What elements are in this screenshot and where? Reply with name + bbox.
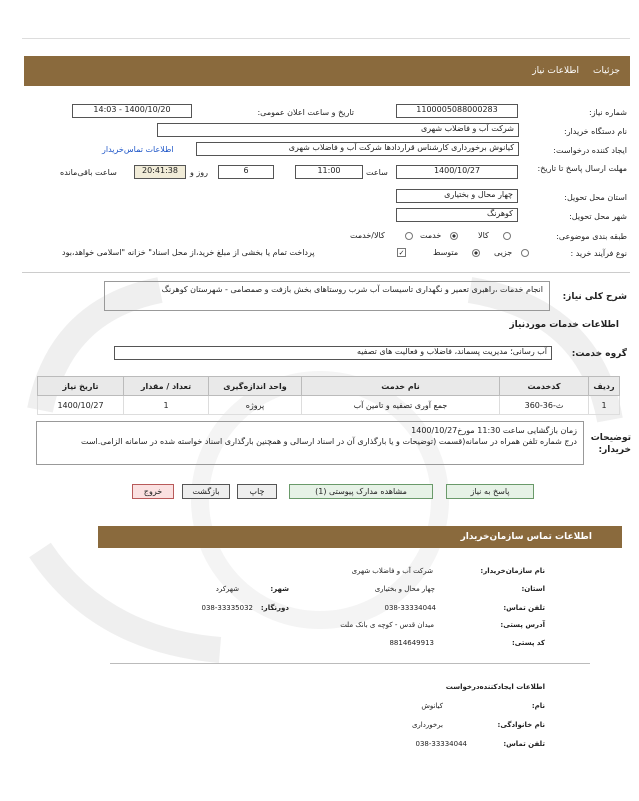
need-number-label: شماره نیاز: [589, 108, 627, 117]
col-row: ردیف [589, 377, 620, 396]
announce-field: 1400/10/20 - 14:03 [72, 104, 192, 118]
col-code: کدخدمت [500, 377, 589, 396]
buyer-notes-label: توضیحات خریدار: [590, 433, 631, 455]
cell-unit: پروژه [209, 396, 302, 415]
city-field: کوهرنگ [396, 208, 518, 222]
days-label: روز و [190, 168, 208, 177]
col-date: تاریخ نیاز [38, 377, 124, 396]
city-label: شهر محل تحویل: [569, 212, 627, 221]
cell-code: ث-36-360 [500, 396, 589, 415]
contact-fax-value: 038-33335032 [201, 604, 253, 612]
tab-details[interactable]: جزئیات [593, 66, 620, 76]
contact-city-value: شهرکرد [215, 585, 239, 593]
category-service-radio[interactable] [450, 232, 458, 240]
remaining-label: ساعت باقی‌مانده [60, 168, 117, 177]
contact-fax-label: دورنگار: [260, 604, 289, 612]
creator-family-label: نام خانوادگی: [497, 721, 545, 729]
deadline-label: مهلت ارسال پاسخ تا تاریخ: [537, 164, 627, 173]
cell-qty: 1 [124, 396, 209, 415]
deadline-date-field: 1400/10/27 [396, 165, 518, 179]
contact-org-value: شرکت آب و فاضلاب شهری [351, 567, 433, 575]
category-goods-service-label: کالا/خدمت [350, 231, 385, 240]
creator-phone-value: 038-33334044 [415, 740, 467, 748]
reply-button[interactable]: پاسخ به نیاز [446, 484, 534, 499]
contact-phone-value: 038-33334044 [384, 604, 436, 612]
contact-city-label: شهر: [270, 585, 289, 593]
contact-address-value: میدان قدس - کوچه ی بانک ملت [340, 621, 434, 629]
treasury-checkbox[interactable]: ✓ [398, 249, 405, 257]
group-label: گروه خدمت: [571, 349, 627, 359]
category-service-label: خدمت [420, 231, 442, 240]
contact-province-value: چهار محال و بختیاری [374, 585, 435, 593]
deadline-time-label: ساعت [366, 168, 388, 177]
province-label: استان محل تحویل: [564, 193, 627, 202]
buyer-contact-link[interactable]: اطلاعات تماس‌خریدار [102, 145, 174, 154]
contact-header: اطلاعات تماس سازمان‌خریدار [98, 526, 622, 548]
cell-date: 1400/10/27 [38, 396, 124, 415]
contact-phone-label: تلفن تماس: [503, 604, 545, 612]
province-field: چهار محال و بختیاری [396, 189, 518, 203]
days-field: 6 [218, 165, 274, 179]
top-divider [22, 38, 630, 39]
buyer-notes-line2: درج شماره تلفن همراه در سامانه(قسمت (توضیحات و یا بارگذاری آن در اسناد ارسالی و همچنین بارگذاری اسناد خواسته شده در سامانه الزامی.است [80, 437, 577, 446]
contact-postal-label: کد پستی: [511, 639, 545, 647]
exit-button[interactable]: خروج [132, 484, 174, 499]
buyer-label: نام دستگاه خریدار: [564, 127, 627, 136]
creator-name-value: کیانوش [421, 702, 443, 710]
col-unit: واحد اندازه‌گیری [209, 377, 302, 396]
purchase-medium-label: متوسط [433, 248, 459, 257]
group-field: آب رسانی؛ مدیریت پسماند، فاضلاب و فعالیت های تصفیه [114, 346, 552, 360]
announce-label: تاریخ و ساعت اعلان عمومی: [257, 108, 354, 117]
buyer-notes-box [36, 421, 584, 465]
purchase-minor-radio[interactable] [521, 249, 529, 257]
page-header [24, 56, 630, 86]
purchase-minor-label: جزیی [494, 248, 513, 257]
purchase-medium-radio[interactable] [472, 249, 480, 257]
contact-province-label: استان: [521, 585, 545, 593]
back-button[interactable]: بازگشت [182, 484, 230, 499]
general-description: انجام خدمات ،راهبری تعمیر و نگهداری تاسیسات آب شرب روستاهای بخش بازفت و صمصامی - شهرستان کوهرنگ [104, 281, 550, 311]
creator-family-value: برخورداری [411, 721, 443, 729]
print-button[interactable]: چاپ [237, 484, 277, 499]
creator-name-label: نام: [531, 702, 545, 710]
col-qty: تعداد / مقدار [124, 377, 209, 396]
category-goods-radio[interactable] [503, 232, 511, 240]
deadline-time-field: 11:00 [295, 165, 363, 179]
creator-field: کیانوش برخورداری کارشناس قراردادها شرکت آب و فاضلاب شهری [196, 142, 519, 156]
purchase-label: نوع فرآیند خرید : [570, 249, 627, 258]
general-title: شرح کلی نیاز: [562, 292, 627, 302]
services-table [37, 376, 620, 415]
tab-need-info[interactable]: اطلاعات نیاز [532, 66, 580, 76]
cell-row: 1 [589, 396, 620, 415]
col-name: نام خدمت [302, 377, 500, 396]
buyer-field: شرکت آب و فاضلاب شهری [157, 123, 519, 137]
creator-section-title: اطلاعات ایجادکننده‌درخواست [445, 683, 545, 691]
creator-label: ایجاد کننده درخواست: [553, 146, 627, 155]
need-number-field: 1100005088000283 [396, 104, 518, 118]
cell-name: جمع آوری تصفیه و تامین آب [302, 396, 500, 415]
treasury-note: پرداخت تمام یا بخشی از مبلغ خرید،از محل اسناد" خزانه "اسلامی خواهد،بود [62, 248, 315, 257]
contact-address-label: آدرس پستی: [500, 621, 545, 629]
creator-phone-label: تلفن تماس: [503, 740, 545, 748]
remaining-time-field: 20:41:38 [134, 165, 186, 179]
table-row [38, 396, 620, 415]
contact-divider [110, 663, 590, 664]
contact-org-label: نام سازمان‌خریدار: [480, 567, 545, 575]
section-divider [22, 272, 630, 273]
services-title: اطلاعات خدمات موردنیاز [509, 320, 619, 330]
buyer-notes-line1: زمان بازگشایی ساعت 11:30 مورخ1400/10/27 [411, 426, 577, 435]
category-goods-label: کالا [478, 231, 489, 240]
attachments-button[interactable]: مشاهده مدارک پیوستی (1) [289, 484, 433, 499]
category-goods-service-radio[interactable] [405, 232, 413, 240]
contact-postal-value: 8814649913 [389, 639, 434, 647]
category-label: طبقه بندی موضوعی: [556, 232, 627, 241]
